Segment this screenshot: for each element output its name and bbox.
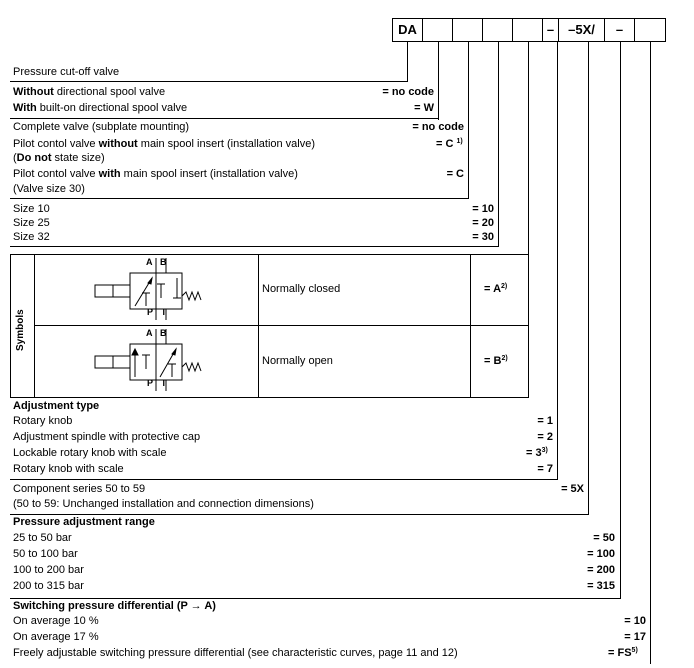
rule	[10, 479, 558, 480]
code-cell-adjustment: –	[542, 18, 559, 42]
pilot-with-label: Pilot contol valve with main spool insert (installation valve)	[13, 168, 298, 180]
adjustment-code: = $3^{3)}$	[526, 447, 548, 459]
switching-title: Switching pressure differential (P → A)	[13, 600, 216, 612]
port-label-b: B	[160, 257, 167, 267]
normally-closed-label: Normally closed	[262, 283, 341, 295]
port-label-a: A	[146, 328, 153, 338]
connector-line	[650, 42, 651, 664]
port-label-p: P	[147, 307, 154, 317]
pressure-range-item: 100 to 200 bar	[13, 564, 84, 576]
adjustment-item: Rotary knob	[13, 415, 73, 427]
size-code: = 30	[472, 231, 494, 243]
connector-line	[588, 42, 589, 514]
pressure-range-item: 200 to 315 bar	[13, 580, 84, 592]
size-label: Size 25	[13, 217, 50, 229]
pressure-range-code: = 200	[587, 564, 615, 576]
switching-code: = 10	[624, 615, 646, 627]
port-label-b: B	[160, 328, 167, 338]
adjustment-code: = 2	[537, 431, 553, 443]
adjustment-item: Adjustment spindle with protective cap	[13, 431, 201, 443]
code-cell-series: –5X/	[558, 18, 605, 42]
switching-item: On average 10 %	[13, 615, 99, 627]
rule	[10, 198, 469, 199]
with-directional-label: With built-on directional spool valve	[13, 102, 188, 114]
size-code: = 20	[472, 217, 494, 229]
normally-closed-symbol	[90, 258, 220, 322]
component-series-note: (50 to 59: Unchanged installation and connection dimensions)	[13, 498, 314, 510]
pilot-with-code: = C	[446, 168, 464, 180]
rule	[10, 514, 589, 515]
rule	[10, 246, 499, 247]
symbols-table	[10, 254, 529, 397]
pressure-range-title: Pressure adjustment range	[13, 516, 155, 528]
with-directional-code: = W	[414, 102, 434, 114]
switching-code: = 17	[624, 631, 646, 643]
adjustment-title: Adjustment type	[13, 400, 100, 412]
rule	[10, 397, 529, 398]
port-label-p: P	[147, 378, 154, 388]
size-label: Size 32	[13, 231, 50, 243]
adjustment-code: = 7	[537, 463, 553, 475]
code-cell-valve-type	[452, 18, 483, 42]
code-cell-symbol	[512, 18, 543, 42]
code-cell-switching	[634, 18, 666, 42]
do-not-state-size-note: (Do not state size)	[13, 152, 105, 164]
connector-line	[498, 42, 499, 246]
without-directional-code: = no code	[382, 86, 434, 98]
connector-line	[438, 42, 439, 120]
normally-closed-code: = $A^{2)}$	[484, 283, 508, 295]
complete-valve-code: = no code	[412, 121, 464, 133]
valve-size-note: (Valve size 30)	[13, 183, 85, 195]
pilot-without-code: = C $^{1)}$	[436, 138, 463, 150]
rule	[10, 118, 439, 119]
code-cell-directional	[422, 18, 453, 42]
rule	[10, 81, 408, 82]
size-label: Size 10	[13, 203, 50, 215]
connector-line	[407, 42, 408, 81]
switching-item: On average 17 %	[13, 631, 99, 643]
normally-open-symbol	[90, 329, 220, 393]
adjustment-item: Rotary knob with scale	[13, 463, 124, 475]
pressure-cutoff-label: Pressure cut-off valve	[13, 66, 120, 78]
pressure-range-code: = 50	[593, 532, 615, 544]
without-directional-label: Without directional spool valve	[13, 86, 166, 98]
code-cell-da: DA	[392, 18, 423, 42]
pressure-range-code: = 315	[587, 580, 615, 592]
normally-open-code: = $B^{2)}$	[484, 355, 508, 367]
component-series-code: = 5X	[561, 483, 584, 495]
port-label-t: T	[161, 378, 167, 388]
complete-valve-label: Complete valve (subplate mounting)	[13, 121, 190, 133]
switching-item: Freely adjustable switching pressure differential (see characteristic curves, page 11 and 12)	[13, 647, 458, 659]
connector-line	[620, 42, 621, 598]
pressure-range-code: = 100	[587, 548, 615, 560]
pressure-range-item: 25 to 50 bar	[13, 532, 72, 544]
code-cell-size	[482, 18, 513, 42]
component-series-label: Component series 50 to 59	[13, 483, 146, 495]
adjustment-code: = 1	[537, 415, 553, 427]
connector-line	[468, 42, 469, 198]
pressure-range-item: 50 to 100 bar	[13, 548, 78, 560]
rule	[10, 598, 621, 599]
adjustment-item: Lockable rotary knob with scale	[13, 447, 167, 459]
pilot-without-label: Pilot contol valve without main spool insert (installation valve)	[13, 138, 316, 150]
port-label-t: T	[161, 307, 167, 317]
switching-code: = $FS^{5)}$	[608, 647, 638, 659]
symbols-title: Symbols	[15, 309, 26, 351]
size-code: = 10	[472, 203, 494, 215]
connector-line	[557, 42, 558, 479]
code-cell-pressure: –	[604, 18, 635, 42]
normally-open-label: Normally open	[262, 355, 333, 367]
port-label-a: A	[146, 257, 153, 267]
